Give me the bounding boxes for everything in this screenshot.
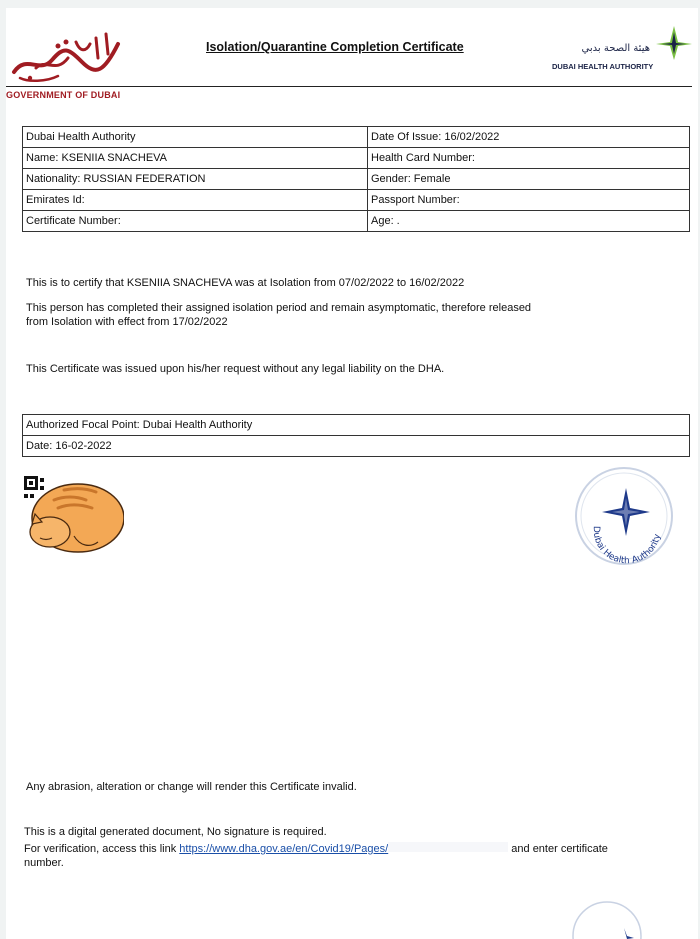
dha-round-seal (572, 464, 676, 568)
table-cell: Certificate Number: (23, 211, 368, 232)
table-cell: Nationality: RUSSIAN FEDERATION (23, 169, 368, 190)
table-cell: Age: . (368, 211, 690, 232)
cat-sticker-icon (30, 484, 124, 552)
table-row (23, 169, 690, 190)
table-cell: Passport Number: (368, 190, 690, 211)
government-of-dubai-logo (6, 28, 126, 100)
verification-notice (24, 842, 684, 870)
page-title: Isolation/Quarantine Completion Certificate (206, 40, 464, 54)
digital-notice: This is a digital generated document, No signature is required. (24, 826, 327, 838)
table-row (23, 436, 690, 457)
table-cell: Gender: Female (368, 169, 690, 190)
authorized-focal-point: Authorized Focal Point: Dubai Health Authority (23, 415, 690, 436)
table-cell: Date Of Issue: 16/02/2022 (368, 127, 690, 148)
partial-seal-icon (572, 896, 642, 939)
seal-text: Dubai Health Authority (590, 525, 663, 567)
completed-line-2: from Isolation with effect from 17/02/2022 (26, 315, 228, 328)
dha-label: DUBAI HEALTH AUTHORITY (552, 62, 654, 71)
redacted-area (388, 842, 508, 852)
dha-arabic-text: هيئة الصحة بدبي (581, 43, 650, 54)
focal-point-table (22, 414, 690, 457)
info-table (22, 126, 690, 232)
table-row (23, 127, 690, 148)
verify-suffix: and enter certificate (511, 843, 608, 855)
table-cell: Health Card Number: (368, 148, 690, 169)
table-cell: Emirates Id: (23, 190, 368, 211)
table-row (23, 211, 690, 232)
issued-statement: This Certificate was issued upon his/her request without any legal liability on the DHA. (26, 363, 445, 375)
focal-date: Date: 16-02-2022 (23, 436, 690, 457)
gov-arabic-calligraphy-icon (6, 28, 126, 86)
verify-prefix: For verification, access this link (24, 843, 177, 855)
table-row (23, 415, 690, 436)
completed-line-1: This person has completed their assigned isolation period and remain asymptomatic, therefore released (26, 302, 532, 314)
table-cell: Dubai Health Authority (23, 127, 368, 148)
dha-star-icon (656, 26, 692, 60)
gov-label: GOVERNMENT OF DUBAI (6, 90, 121, 100)
certify-statement: This is to certify that KSENIIA SNACHEVA was at Isolation from 07/02/2022 to 16/02/2022 (26, 277, 465, 289)
table-row (23, 148, 690, 169)
verify-suffix-2: number. (24, 856, 64, 869)
invalid-warning: Any abrasion, alteration or change will render this Certificate invalid. (26, 781, 357, 793)
dubai-health-authority-logo (552, 22, 694, 62)
qr-code-with-cat-sticker (24, 476, 124, 554)
header-divider (6, 86, 692, 87)
table-cell: Name: KSENIIA SNACHEVA (23, 148, 368, 169)
qr-code-icon (24, 476, 44, 498)
table-row (23, 190, 690, 211)
verification-link[interactable]: https://www.dha.gov.ae/en/Covid19/Pages/ (179, 843, 389, 855)
certificate-page (6, 8, 698, 939)
completed-statement (26, 302, 531, 329)
